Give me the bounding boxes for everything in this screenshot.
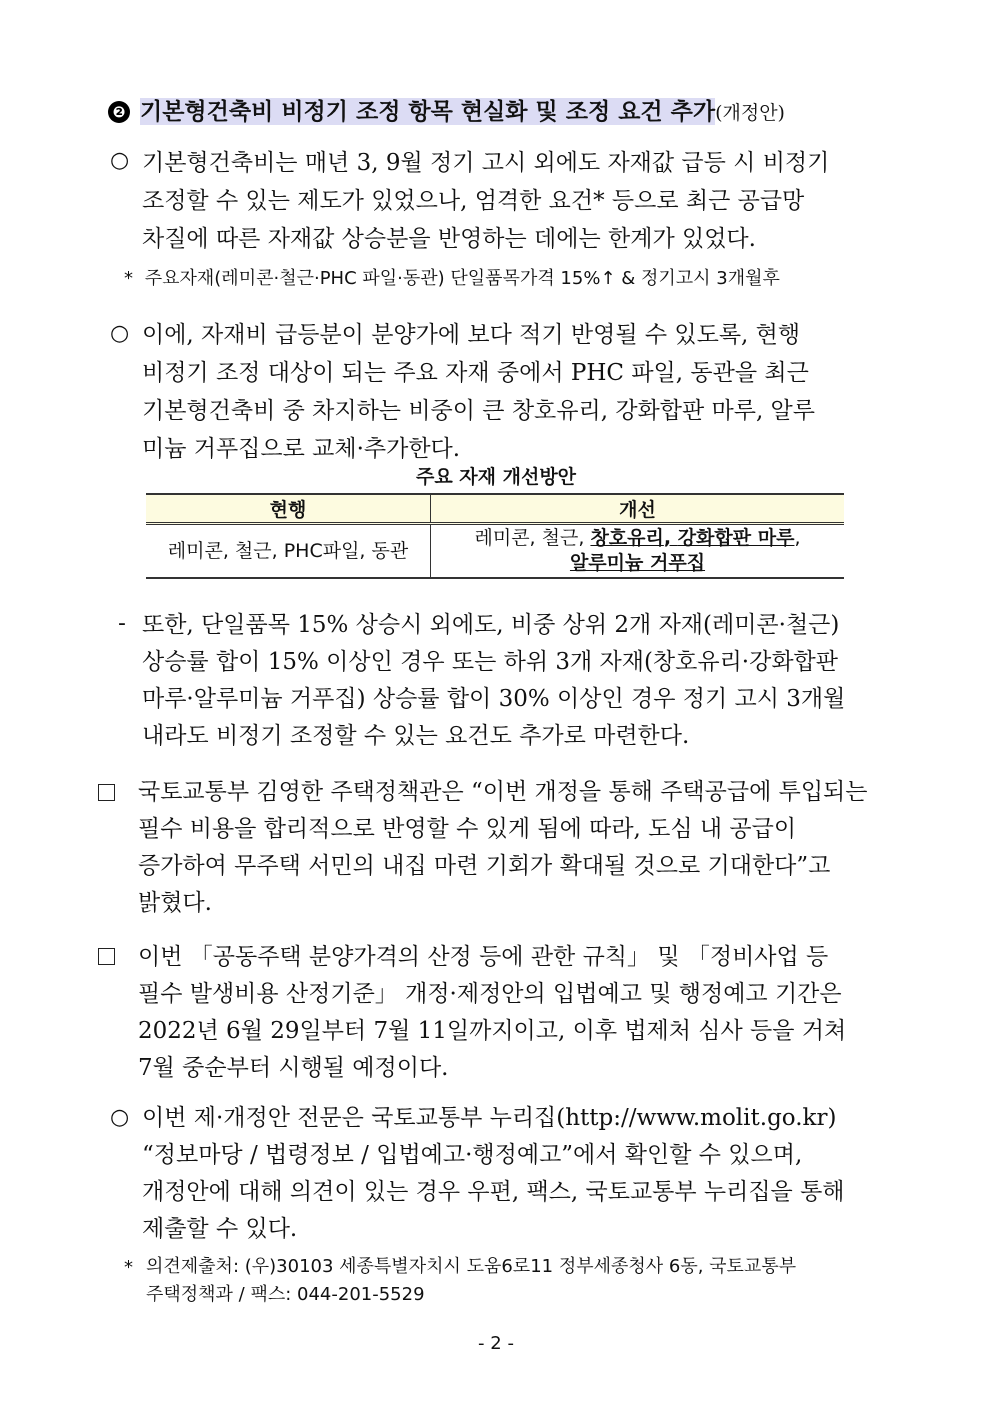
bullet-dash: -: [118, 611, 126, 636]
paragraph-2: [142, 316, 815, 468]
table-cell-current: 레미콘, 철근, PHC파일, 동관: [146, 524, 431, 579]
paragraph-line: 차질에 따른 자재값 상승분을 반영하는 데에는 한계가 있었다.: [142, 226, 756, 252]
table-header-improved: 개선: [431, 494, 845, 524]
section-title: 기본형건축비 비정기 조정 항목 현실화 및 조정 요건 추가: [140, 98, 716, 125]
page-number: - 2 -: [478, 1333, 514, 1354]
paragraph-line: 마루·알루미늄 거푸집) 상승률 합이 30% 이상인 경우 정기 고시 3개월: [142, 686, 846, 712]
paragraph-line: 7월 중순부터 시행될 예정이다.: [138, 1055, 449, 1081]
comparison-table-wrap: [146, 493, 844, 579]
table-header-current: 현행: [146, 494, 431, 524]
paragraph-1: [142, 144, 829, 258]
footnote-line: 의견제출처: (우)30103 세종특별자치시 도움6로11 정부세종청사 6동, 국토교통부: [146, 1256, 797, 1277]
paragraph-line: 증가하여 무주택 서민의 내집 마련 기회가 확대될 것으로 기대한다”고: [138, 853, 831, 879]
paragraph-line: 이번 「공동주택 분양가격의 산정 등에 관한 규칙」 및 「정비사업 등: [138, 944, 829, 970]
paragraph-line: 비정기 조정 대상이 되는 주요 자재 중에서 PHC 파일, 동관을 최근: [142, 360, 809, 386]
paragraph-line: 국토교통부 김영한 주택정책관은 “이번 개정을 통해 주택공급에 투입되는: [138, 779, 868, 805]
paragraph-line: 내라도 비정기 조정할 수 있는 요건도 추가로 마련한다.: [142, 723, 690, 749]
footnote-text: 주요자재(레미콘·철근·PHC 파일·동관) 단일품목가격 15%↑ & 정기고시 3개월후: [144, 268, 780, 289]
section-number-icon: ❷: [108, 101, 130, 123]
paragraph-line: 밝혔다.: [138, 890, 212, 916]
paragraph-3: [142, 607, 845, 755]
paragraph-line: 2022년 6월 29일부터 7월 11일까지이고, 이후 법제처 심사 등을 거쳐: [138, 1018, 847, 1044]
improved-item-plywood-floor: 강화합판 마루: [677, 527, 795, 549]
improved-item-aluminum-form: 알루미늄 거푸집: [569, 552, 706, 574]
paragraph-line: 개정안에 대해 의견이 있는 경우 우편, 팩스, 국토교통부 누리집을 통해: [142, 1179, 845, 1205]
bullet-circle-2: ○: [110, 321, 130, 346]
paragraph-line: “정보마당 / 법령정보 / 입법예고·행정예고”에서 확인할 수 있으며,: [142, 1142, 803, 1168]
table-row: [146, 524, 844, 579]
paragraph-4: [138, 774, 867, 922]
bullet-circle-1: ○: [110, 148, 130, 173]
footnote-1: [124, 264, 780, 290]
paragraph-line: 이에, 자재비 급등분이 분양가에 보다 적기 반영될 수 있도록, 현행: [142, 322, 801, 348]
footnote-marker: *: [124, 268, 133, 289]
paragraph-line: 제출할 수 있다.: [142, 1216, 298, 1242]
bullet-circle-3: ○: [110, 1105, 130, 1130]
paragraph-line: 또한, 단일품목 15% 상승시 외에도, 비중 상위 2개 자재(레미콘·철근): [142, 612, 840, 638]
section-heading: [108, 93, 785, 126]
paragraph-line: 기본형건축비 중 차지하는 비중이 큰 창호유리, 강화합판 마루, 알루: [142, 398, 815, 424]
paragraph-line: 기본형건축비는 매년 3, 9월 정기 고시 외에도 자재값 급등 시 비정기: [142, 150, 830, 176]
checkbox-square-icon: [98, 784, 115, 801]
paragraph-line: 필수 비용을 합리적으로 반영할 수 있게 됨에 따라, 도심 내 공급이: [138, 816, 797, 842]
checkbox-square-icon: [98, 948, 115, 965]
footnote-2-marker: *: [124, 1257, 133, 1278]
footnote-line: 주택정책과 / 팩스: 044-201-5529: [146, 1284, 425, 1305]
table-caption: 주요 자재 개선방안: [415, 466, 577, 488]
paragraph-line: 미늄 거푸집으로 교체·추가한다.: [142, 436, 461, 462]
paragraph-line: 조정할 수 있는 제도가 있었으나, 엄격한 요건* 등으로 최근 공급망: [142, 188, 805, 214]
section-title-suffix: (개정안): [715, 102, 785, 124]
improved-comma: ,: [794, 527, 801, 549]
paragraph-line: 이번 제·개정안 전문은 국토교통부 누리집(http://www.molit.go.kr): [142, 1105, 837, 1131]
improved-plain: 레미콘, 철근,: [474, 527, 591, 549]
paragraph-line: 상승률 합이 15% 이상인 경우 또는 하위 3개 자재(창호유리·강화합판: [142, 649, 838, 675]
paragraph-line: 필수 발생비용 산정기준」 개정·제정안의 입법예고 및 행정예고 기간은: [138, 981, 842, 1007]
footnote-2: [146, 1253, 796, 1309]
comparison-table: [146, 493, 844, 579]
improved-item-window-glass: 창호유리: [590, 527, 664, 549]
paragraph-6: [142, 1100, 845, 1248]
paragraph-5: [138, 939, 846, 1087]
table-cell-improved: 레미콘, 철근, 창호유리, 강화합판 마루, 알루미늄 거푸집: [431, 524, 845, 579]
